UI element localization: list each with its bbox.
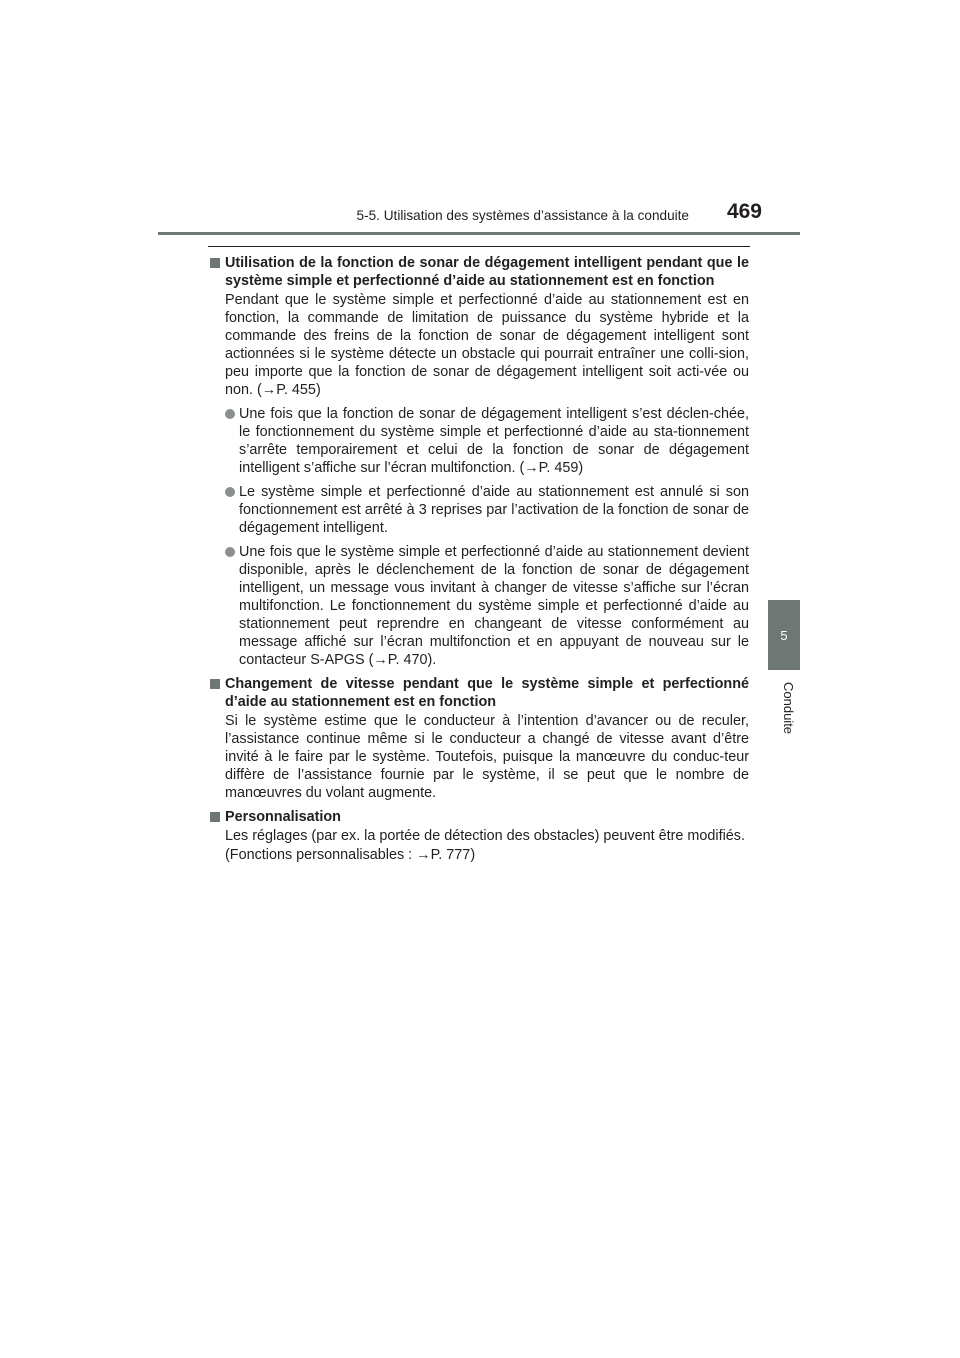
round-bullet-icon	[225, 409, 235, 419]
section-gear-change	[209, 675, 749, 802]
page-number: 469	[726, 200, 762, 223]
header-section-title: 5-5. Utilisation des systèmes d’assistance à la conduite	[356, 208, 689, 223]
list-item	[209, 405, 749, 477]
section-paragraph: Si le système estime que le conducteur à l’intention d’avancer ou de reculer, l’assistance continue même si le conducteur a changé de vitesse avant d’être invité à le faire par le système. Toutefois, puisque la manœuvre du conduc-teur diffère de l’assistance fournie par le système, il se peut que le nombre de manœuvres du volant augmente.	[225, 713, 749, 801]
section-paragraph: Pendant que le système simple et perfectionné d’aide au stationnement est en fonction, la commande de limitation de puissance du système hybride et la commande des freins de la fonction de sonar de dégagement intelligent sont actionnées si le système détecte un obstacle qui pourrait entraîner une colli-sion, peu importe que la fonction de sonar de dégagement intelligent soit acti-vée ou non. (→P. 455)	[225, 292, 749, 398]
section-heading	[209, 675, 749, 711]
content-rule	[208, 246, 750, 247]
section-paragraph: Les réglages (par ex. la portée de détection des obstacles) peuvent être modifiés.	[225, 828, 745, 844]
round-bullet-icon	[225, 547, 235, 557]
section-sonar	[209, 254, 749, 669]
chapter-number: 5	[780, 627, 788, 643]
page-content	[209, 254, 749, 870]
section-heading-text: Utilisation de la fonction de sonar de dégagement intelligent pendant que le système simple et perfectionné d’aide au stationnement est en fonction	[225, 255, 749, 289]
round-bullet-icon	[225, 487, 235, 497]
section-heading	[209, 254, 749, 290]
section-heading-text: Personnalisation	[225, 809, 341, 825]
list-item-text: Une fois que le système simple et perfectionné d’aide au stationnement devient disponible, après le déclenchement de la fonction de sonar de dégagement intelligent, un message vous invitant à changer de vitesse s’affiche sur l’écran multifonction. Le fonctionnement du système simple et perfectionné d’aide au stationnement peut reprendre en changeant de vitesse conformément au message affiché sur l’écran multifonction et en appuyant de nouveau sur le contacteur S-APGS (→P. 470).	[239, 544, 749, 668]
square-bullet-icon	[210, 812, 220, 822]
list-item-text: Le système simple et perfectionné d’aide au stationnement est annulé si son fonctionnement est arrêté à 3 reprises par l’activation de la fonction de sonar de dégagement intelligent.	[239, 484, 749, 536]
list-item-text: Une fois que la fonction de sonar de dégagement intelligent s’est déclen-chée, le fonctionnement du système simple et perfectionné d’aide au sta-tionnement s’arrête temporairement et celui de la fonction de sonar de dégagement intelligent s’affiche sur l’écran multifonction. (→P. 459)	[239, 406, 749, 476]
section-heading	[209, 808, 749, 826]
square-bullet-icon	[210, 679, 220, 689]
section-customization	[209, 808, 749, 864]
chapter-label: Conduite	[781, 682, 796, 735]
section-paragraph-reference: (Fonctions personnalisables : →P. 777)	[225, 847, 476, 863]
section-heading-text: Changement de vitesse pendant que le système simple et perfectionné d’aide au stationnement est en fonction	[225, 676, 749, 710]
square-bullet-icon	[210, 258, 220, 268]
header-rule	[158, 232, 800, 235]
chapter-tab	[768, 600, 800, 670]
list-item	[209, 543, 749, 669]
list-item	[209, 483, 749, 537]
